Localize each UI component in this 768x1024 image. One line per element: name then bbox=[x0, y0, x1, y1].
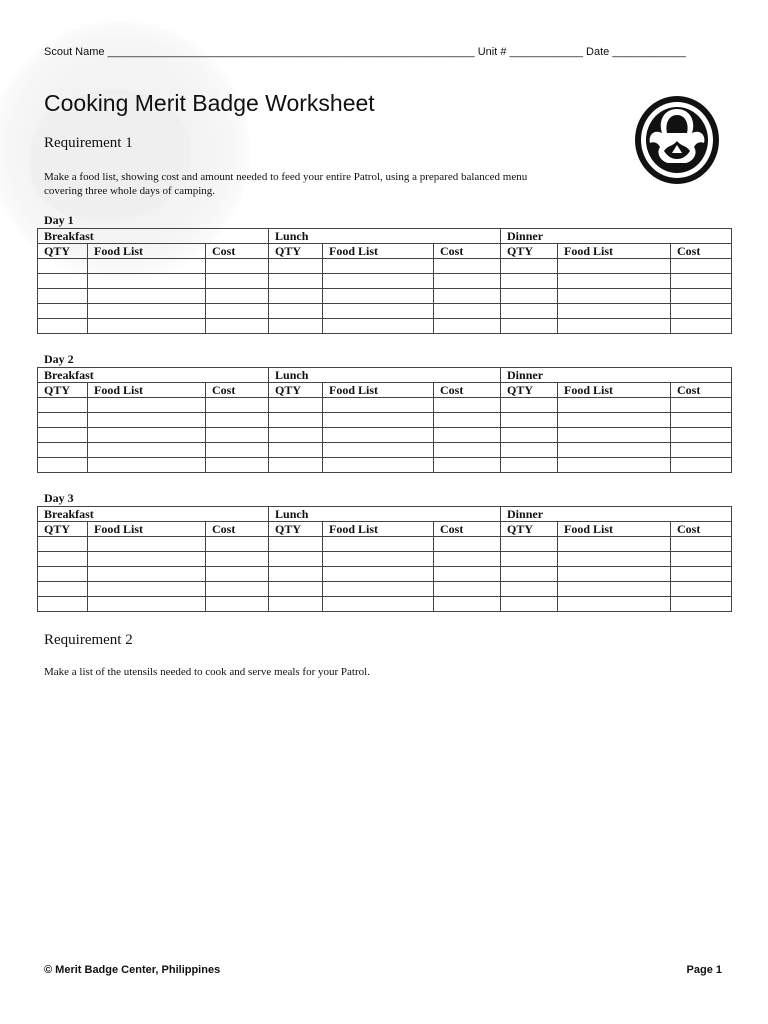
requirement-2-heading: Requirement 2 bbox=[44, 632, 133, 648]
entry-cell[interactable] bbox=[38, 259, 88, 274]
meal-header-lunch: Lunch bbox=[269, 507, 501, 522]
entry-cell[interactable] bbox=[671, 413, 732, 428]
requirement-1-text bbox=[44, 170, 614, 198]
scout-name-field[interactable]: ____________________________________________________________ bbox=[107, 46, 475, 58]
table-row bbox=[38, 458, 732, 473]
entry-cell[interactable] bbox=[434, 274, 501, 289]
entry-cell[interactable] bbox=[206, 289, 269, 304]
requirement-1-line-1: Make a food list, showing cost and amount needed to feed your entire Patrol, using a prepared balanced menu bbox=[44, 171, 528, 183]
unit-field[interactable]: ____________ bbox=[509, 46, 583, 58]
entry-cell[interactable] bbox=[206, 567, 269, 582]
entry-cell[interactable] bbox=[501, 428, 558, 443]
entry-cell[interactable] bbox=[323, 413, 434, 428]
column-header-cost: Cost bbox=[206, 383, 269, 398]
entry-cell[interactable] bbox=[88, 274, 206, 289]
entry-cell[interactable] bbox=[501, 319, 558, 334]
column-header-food-list: Food List bbox=[323, 522, 434, 537]
table-row bbox=[38, 582, 732, 597]
entry-cell[interactable] bbox=[323, 597, 434, 612]
entry-cell[interactable] bbox=[434, 413, 501, 428]
entry-cell[interactable] bbox=[434, 304, 501, 319]
entry-cell[interactable] bbox=[38, 413, 88, 428]
entry-cell[interactable] bbox=[38, 597, 88, 612]
entry-cell[interactable] bbox=[501, 567, 558, 582]
entry-cell[interactable] bbox=[38, 443, 88, 458]
entry-cell[interactable] bbox=[671, 319, 732, 334]
entry-cell[interactable] bbox=[269, 413, 323, 428]
entry-cell[interactable] bbox=[38, 567, 88, 582]
entry-cell[interactable] bbox=[434, 443, 501, 458]
column-header-cost: Cost bbox=[434, 244, 501, 259]
merit-badge-logo-icon bbox=[634, 95, 720, 185]
entry-cell[interactable] bbox=[558, 259, 671, 274]
entry-cell[interactable] bbox=[558, 274, 671, 289]
entry-cell[interactable] bbox=[501, 537, 558, 552]
entry-cell[interactable] bbox=[501, 552, 558, 567]
entry-cell[interactable] bbox=[323, 552, 434, 567]
entry-cell[interactable] bbox=[88, 413, 206, 428]
column-header-cost: Cost bbox=[671, 244, 732, 259]
entry-cell[interactable] bbox=[558, 537, 671, 552]
column-header-cost: Cost bbox=[206, 244, 269, 259]
entry-cell[interactable] bbox=[269, 552, 323, 567]
column-header-food-list: Food List bbox=[88, 522, 206, 537]
entry-cell[interactable] bbox=[558, 319, 671, 334]
entry-cell[interactable] bbox=[38, 458, 88, 473]
column-header-qty: QTY bbox=[269, 244, 323, 259]
page-title: Cooking Merit Badge Worksheet bbox=[44, 90, 375, 116]
entry-cell[interactable] bbox=[206, 582, 269, 597]
entry-cell[interactable] bbox=[88, 582, 206, 597]
entry-cell[interactable] bbox=[671, 567, 732, 582]
column-header-cost: Cost bbox=[434, 522, 501, 537]
entry-cell[interactable] bbox=[671, 597, 732, 612]
entry-cell[interactable] bbox=[88, 289, 206, 304]
entry-cell[interactable] bbox=[671, 582, 732, 597]
column-header-food-list: Food List bbox=[88, 383, 206, 398]
entry-cell[interactable] bbox=[206, 458, 269, 473]
entry-cell[interactable] bbox=[671, 537, 732, 552]
entry-cell[interactable] bbox=[501, 304, 558, 319]
entry-cell[interactable] bbox=[434, 259, 501, 274]
entry-cell[interactable] bbox=[269, 458, 323, 473]
column-header-food-list: Food List bbox=[558, 522, 671, 537]
table-row bbox=[38, 597, 732, 612]
entry-cell[interactable] bbox=[558, 567, 671, 582]
entry-cell[interactable] bbox=[88, 428, 206, 443]
entry-cell[interactable] bbox=[38, 428, 88, 443]
meal-header-lunch: Lunch bbox=[269, 229, 501, 244]
entry-cell[interactable] bbox=[206, 443, 269, 458]
entry-cell[interactable] bbox=[206, 428, 269, 443]
column-header-food-list: Food List bbox=[558, 383, 671, 398]
column-header-cost: Cost bbox=[434, 383, 501, 398]
day-2-table bbox=[37, 367, 732, 473]
entry-cell[interactable] bbox=[501, 413, 558, 428]
entry-cell[interactable] bbox=[88, 597, 206, 612]
entry-cell[interactable] bbox=[501, 443, 558, 458]
column-header-cost: Cost bbox=[671, 522, 732, 537]
entry-cell[interactable] bbox=[269, 259, 323, 274]
entry-cell[interactable] bbox=[558, 443, 671, 458]
entry-cell[interactable] bbox=[671, 428, 732, 443]
table-row bbox=[38, 537, 732, 552]
entry-cell[interactable] bbox=[88, 259, 206, 274]
entry-cell[interactable] bbox=[671, 289, 732, 304]
entry-cell[interactable] bbox=[206, 597, 269, 612]
footer-page-number: Page 1 bbox=[686, 964, 722, 976]
column-header-qty: QTY bbox=[501, 244, 558, 259]
entry-cell[interactable] bbox=[206, 259, 269, 274]
day-2-label: Day 2 bbox=[44, 352, 74, 366]
meal-header-row bbox=[38, 229, 732, 244]
entry-cell[interactable] bbox=[671, 274, 732, 289]
column-header-cost: Cost bbox=[671, 383, 732, 398]
entry-cell[interactable] bbox=[323, 304, 434, 319]
entry-cell[interactable] bbox=[501, 398, 558, 413]
meal-header-breakfast: Breakfast bbox=[38, 229, 269, 244]
entry-cell[interactable] bbox=[558, 582, 671, 597]
table-row bbox=[38, 304, 732, 319]
entry-cell[interactable] bbox=[38, 319, 88, 334]
entry-cell[interactable] bbox=[88, 567, 206, 582]
table-row bbox=[38, 398, 732, 413]
meal-header-row bbox=[38, 368, 732, 383]
entry-cell[interactable] bbox=[323, 259, 434, 274]
entry-cell[interactable] bbox=[558, 289, 671, 304]
entry-cell[interactable] bbox=[434, 567, 501, 582]
entry-cell[interactable] bbox=[434, 458, 501, 473]
column-header-food-list: Food List bbox=[323, 244, 434, 259]
column-header-row bbox=[38, 244, 732, 259]
footer-copyright: © Merit Badge Center, Philippines bbox=[44, 964, 221, 976]
entry-cell[interactable] bbox=[671, 398, 732, 413]
table-row bbox=[38, 259, 732, 274]
entry-cell[interactable] bbox=[501, 582, 558, 597]
entry-cell[interactable] bbox=[269, 398, 323, 413]
column-header-qty: QTY bbox=[38, 383, 88, 398]
table-row bbox=[38, 552, 732, 567]
entry-cell[interactable] bbox=[269, 582, 323, 597]
meal-header-dinner: Dinner bbox=[501, 229, 732, 244]
entry-cell[interactable] bbox=[323, 398, 434, 413]
entry-cell[interactable] bbox=[434, 597, 501, 612]
entry-cell[interactable] bbox=[501, 259, 558, 274]
table-row bbox=[38, 274, 732, 289]
entry-cell[interactable] bbox=[434, 552, 501, 567]
entry-cell[interactable] bbox=[88, 304, 206, 319]
date-field[interactable]: ____________ bbox=[612, 46, 686, 58]
column-header-food-list: Food List bbox=[88, 244, 206, 259]
entry-cell[interactable] bbox=[558, 304, 671, 319]
entry-cell[interactable] bbox=[323, 289, 434, 304]
entry-cell[interactable] bbox=[323, 537, 434, 552]
entry-cell[interactable] bbox=[671, 304, 732, 319]
entry-cell[interactable] bbox=[671, 552, 732, 567]
entry-cell[interactable] bbox=[206, 319, 269, 334]
entry-cell[interactable] bbox=[323, 274, 434, 289]
meal-header-lunch: Lunch bbox=[269, 368, 501, 383]
entry-cell[interactable] bbox=[206, 552, 269, 567]
entry-cell[interactable] bbox=[88, 552, 206, 567]
scout-info-line bbox=[44, 46, 724, 58]
entry-cell[interactable] bbox=[434, 582, 501, 597]
entry-cell[interactable] bbox=[269, 597, 323, 612]
entry-cell[interactable] bbox=[269, 319, 323, 334]
entry-cell[interactable] bbox=[671, 259, 732, 274]
entry-cell[interactable] bbox=[434, 398, 501, 413]
column-header-cost: Cost bbox=[206, 522, 269, 537]
entry-cell[interactable] bbox=[88, 443, 206, 458]
entry-cell[interactable] bbox=[501, 597, 558, 612]
column-header-qty: QTY bbox=[501, 522, 558, 537]
entry-cell[interactable] bbox=[323, 443, 434, 458]
entry-cell[interactable] bbox=[323, 319, 434, 334]
column-header-qty: QTY bbox=[269, 383, 323, 398]
entry-cell[interactable] bbox=[269, 304, 323, 319]
column-header-row bbox=[38, 522, 732, 537]
meal-header-row bbox=[38, 507, 732, 522]
meal-header-breakfast: Breakfast bbox=[38, 507, 269, 522]
entry-cell[interactable] bbox=[558, 597, 671, 612]
column-header-qty: QTY bbox=[38, 244, 88, 259]
requirement-1-heading: Requirement 1 bbox=[44, 135, 133, 151]
entry-cell[interactable] bbox=[206, 398, 269, 413]
column-header-food-list: Food List bbox=[558, 244, 671, 259]
meal-header-dinner: Dinner bbox=[501, 507, 732, 522]
column-header-qty: QTY bbox=[269, 522, 323, 537]
day-1-label: Day 1 bbox=[44, 213, 74, 227]
entry-cell[interactable] bbox=[269, 274, 323, 289]
table-row bbox=[38, 413, 732, 428]
requirement-2-text: Make a list of the utensils needed to cook and serve meals for your Patrol. bbox=[44, 666, 370, 678]
entry-cell[interactable] bbox=[206, 304, 269, 319]
entry-cell[interactable] bbox=[38, 398, 88, 413]
entry-cell[interactable] bbox=[38, 289, 88, 304]
entry-cell[interactable] bbox=[558, 398, 671, 413]
column-header-food-list: Food List bbox=[323, 383, 434, 398]
entry-cell[interactable] bbox=[269, 537, 323, 552]
entry-cell[interactable] bbox=[323, 428, 434, 443]
unit-label: Unit # bbox=[477, 46, 507, 58]
entry-cell[interactable] bbox=[558, 552, 671, 567]
entry-cell[interactable] bbox=[88, 398, 206, 413]
entry-cell[interactable] bbox=[88, 319, 206, 334]
column-header-qty: QTY bbox=[501, 383, 558, 398]
entry-cell[interactable] bbox=[269, 443, 323, 458]
entry-cell[interactable] bbox=[38, 274, 88, 289]
entry-cell[interactable] bbox=[206, 413, 269, 428]
meal-header-breakfast: Breakfast bbox=[38, 368, 269, 383]
meal-header-dinner: Dinner bbox=[501, 368, 732, 383]
entry-cell[interactable] bbox=[269, 428, 323, 443]
entry-cell[interactable] bbox=[269, 567, 323, 582]
entry-cell[interactable] bbox=[434, 289, 501, 304]
entry-cell[interactable] bbox=[88, 537, 206, 552]
table-row bbox=[38, 567, 732, 582]
table-row bbox=[38, 289, 732, 304]
entry-cell[interactable] bbox=[434, 428, 501, 443]
entry-cell[interactable] bbox=[434, 537, 501, 552]
requirement-1-line-2: covering three whole days of camping. bbox=[44, 185, 216, 197]
scout-name-label: Scout Name bbox=[44, 46, 105, 58]
entry-cell[interactable] bbox=[671, 458, 732, 473]
entry-cell[interactable] bbox=[558, 428, 671, 443]
entry-cell[interactable] bbox=[88, 458, 206, 473]
table-row bbox=[38, 443, 732, 458]
entry-cell[interactable] bbox=[501, 458, 558, 473]
entry-cell[interactable] bbox=[38, 552, 88, 567]
entry-cell[interactable] bbox=[206, 537, 269, 552]
entry-cell[interactable] bbox=[38, 582, 88, 597]
entry-cell[interactable] bbox=[323, 567, 434, 582]
entry-cell[interactable] bbox=[269, 289, 323, 304]
table-row bbox=[38, 428, 732, 443]
date-label: Date bbox=[586, 46, 610, 58]
column-header-row bbox=[38, 383, 732, 398]
entry-cell[interactable] bbox=[434, 319, 501, 334]
entry-cell[interactable] bbox=[206, 274, 269, 289]
entry-cell[interactable] bbox=[38, 537, 88, 552]
entry-cell[interactable] bbox=[501, 289, 558, 304]
entry-cell[interactable] bbox=[38, 304, 88, 319]
entry-cell[interactable] bbox=[501, 274, 558, 289]
day-3-table bbox=[37, 506, 732, 612]
entry-cell[interactable] bbox=[558, 458, 671, 473]
entry-cell[interactable] bbox=[323, 458, 434, 473]
entry-cell[interactable] bbox=[558, 413, 671, 428]
entry-cell[interactable] bbox=[671, 443, 732, 458]
day-1-table bbox=[37, 228, 732, 334]
column-header-qty: QTY bbox=[38, 522, 88, 537]
day-3-label: Day 3 bbox=[44, 491, 74, 505]
table-row bbox=[38, 319, 732, 334]
entry-cell[interactable] bbox=[323, 582, 434, 597]
